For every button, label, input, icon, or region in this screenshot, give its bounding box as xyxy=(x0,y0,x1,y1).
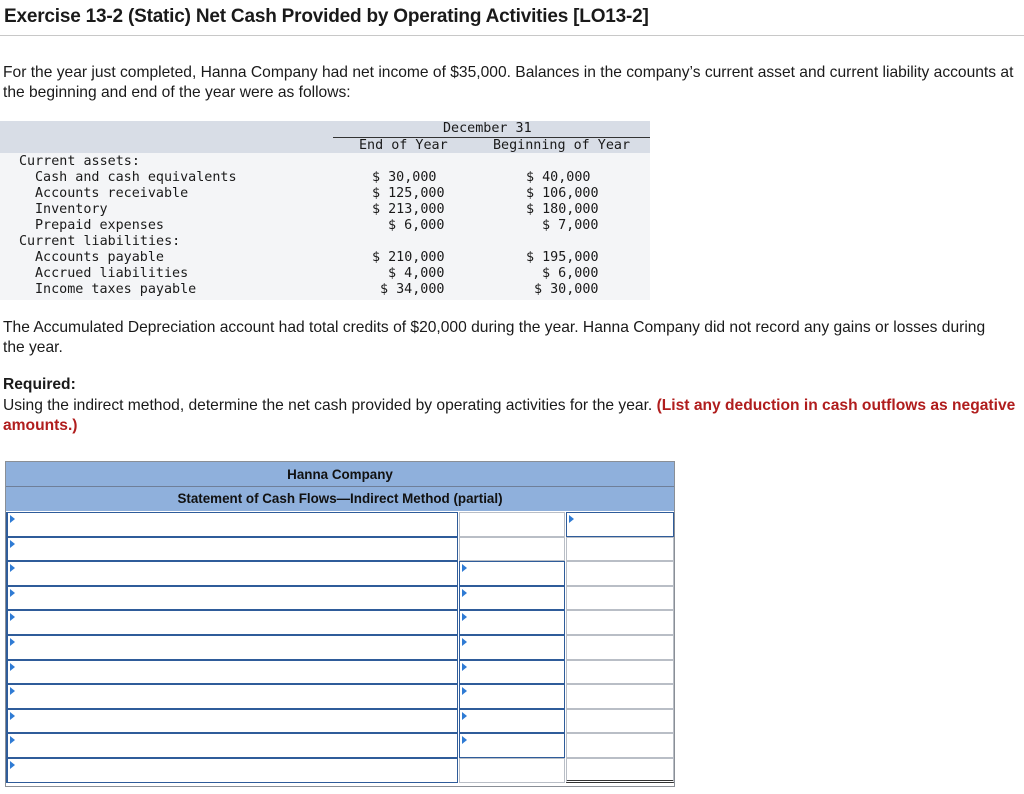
asset-begin-value: $ 40,000 xyxy=(526,170,591,185)
dropdown-marker-icon xyxy=(462,687,467,695)
title-divider xyxy=(0,35,1024,36)
liability-end-value: $ 34,000 xyxy=(380,282,445,297)
asset-label: Cash and cash equivalents xyxy=(35,170,237,185)
answer-row xyxy=(6,635,674,660)
statement-header-divider xyxy=(6,486,674,487)
amount-input[interactable] xyxy=(459,733,565,758)
row-label-dropdown[interactable] xyxy=(6,635,458,660)
intro-paragraph: For the year just completed, Hanna Company had net income of $35,000. Balances in the company’s current asset and current liability accounts at the beginning and end of the year were as follows: xyxy=(3,64,1014,101)
dropdown-marker-icon xyxy=(10,663,15,671)
statement-header xyxy=(6,462,674,511)
amount-input[interactable] xyxy=(459,537,565,562)
current-assets-label: Current assets: xyxy=(19,154,140,169)
row-label-dropdown[interactable] xyxy=(6,684,458,709)
answer-row xyxy=(6,586,674,611)
amount-input[interactable] xyxy=(459,610,565,635)
total-input[interactable] xyxy=(566,660,674,685)
amount-input[interactable] xyxy=(459,512,565,537)
row-label-dropdown[interactable] xyxy=(6,660,458,685)
row-label-dropdown[interactable] xyxy=(6,758,458,783)
row-label-dropdown[interactable] xyxy=(6,512,458,537)
row-label-dropdown[interactable] xyxy=(6,561,458,586)
dropdown-marker-icon xyxy=(462,564,467,572)
row-label-dropdown[interactable] xyxy=(6,610,458,635)
total-input[interactable] xyxy=(566,561,674,586)
row-label-dropdown[interactable] xyxy=(6,537,458,562)
amount-input[interactable] xyxy=(459,660,565,685)
depreciation-note: The Accumulated Depreciation account had total credits of $20,000 during the year. Hanna Company did not record any gains or losses during the year. xyxy=(3,319,986,356)
asset-end-value: $ 125,000 xyxy=(372,186,445,201)
dropdown-marker-icon xyxy=(462,638,467,646)
answer-row xyxy=(6,709,674,734)
required-emphasis: (List any deduction in cash outflows as negative amounts.) xyxy=(3,397,1016,434)
liability-begin-value: $ 30,000 xyxy=(534,282,599,297)
exercise-title: Exercise 13-2 (Static) Net Cash Provided by Operating Activities [LO13-2] xyxy=(4,6,649,27)
total-input[interactable] xyxy=(566,709,674,734)
liability-end-value: $ 4,000 xyxy=(388,266,445,281)
row-label-dropdown[interactable] xyxy=(6,733,458,758)
total-input[interactable] xyxy=(566,635,674,660)
total-input[interactable] xyxy=(566,512,674,537)
required-instructions xyxy=(3,396,1021,436)
liability-begin-value: $ 6,000 xyxy=(542,266,599,281)
answer-row xyxy=(6,610,674,635)
required-label: Required: xyxy=(3,376,76,393)
asset-end-value: $ 30,000 xyxy=(372,170,437,185)
asset-label: Accounts receivable xyxy=(35,186,189,201)
dropdown-marker-icon xyxy=(462,613,467,621)
net-cash-total-input[interactable] xyxy=(566,758,674,783)
amount-input[interactable] xyxy=(459,709,565,734)
liability-begin-value: $ 195,000 xyxy=(526,250,599,265)
row-label-dropdown[interactable] xyxy=(6,709,458,734)
dropdown-marker-icon xyxy=(10,564,15,572)
dropdown-marker-icon xyxy=(10,540,15,548)
asset-end-value: $ 213,000 xyxy=(372,202,445,217)
dropdown-marker-icon xyxy=(462,736,467,744)
asset-begin-value: $ 180,000 xyxy=(526,202,599,217)
current-liabilities-label: Current liabilities: xyxy=(19,234,181,249)
required-text: Using the indirect method, determine the net cash provided by operating activities for the year. xyxy=(3,397,653,414)
amount-input[interactable] xyxy=(459,758,565,783)
total-input[interactable] xyxy=(566,684,674,709)
total-input[interactable] xyxy=(566,537,674,562)
dropdown-marker-icon xyxy=(462,712,467,720)
answer-row xyxy=(6,561,674,586)
total-input[interactable] xyxy=(566,610,674,635)
amount-input[interactable] xyxy=(459,635,565,660)
liability-label: Accrued liabilities xyxy=(35,266,189,281)
dropdown-marker-icon xyxy=(10,613,15,621)
answer-row xyxy=(6,512,674,537)
dropdown-marker-icon xyxy=(10,687,15,695)
liability-label: Income taxes payable xyxy=(35,282,197,297)
answer-row xyxy=(6,684,674,709)
statement-company: Hanna Company xyxy=(287,467,393,482)
asset-end-value: $ 6,000 xyxy=(388,218,445,233)
dropdown-marker-icon xyxy=(462,663,467,671)
dropdown-marker-icon xyxy=(10,761,15,769)
dropdown-marker-icon xyxy=(10,638,15,646)
date-header: December 31 xyxy=(443,121,532,136)
answer-row xyxy=(6,733,674,758)
dropdown-marker-icon xyxy=(10,515,15,523)
dropdown-marker-icon xyxy=(10,736,15,744)
asset-label: Prepaid expenses xyxy=(35,218,164,233)
liability-label: Accounts payable xyxy=(35,250,164,265)
liability-end-value: $ 210,000 xyxy=(372,250,445,265)
dropdown-marker-icon xyxy=(10,712,15,720)
answer-row xyxy=(6,660,674,685)
total-input[interactable] xyxy=(566,733,674,758)
answer-row xyxy=(6,537,674,562)
statement-title: Statement of Cash Flows—Indirect Method (partial) xyxy=(177,491,503,506)
cash-flow-answer-grid xyxy=(5,461,675,787)
asset-label: Inventory xyxy=(35,202,108,217)
total-input[interactable] xyxy=(566,586,674,611)
dropdown-marker-icon xyxy=(10,589,15,597)
col-begin-header: Beginning of Year xyxy=(493,138,631,153)
asset-begin-value: $ 106,000 xyxy=(526,186,599,201)
row-label-dropdown[interactable] xyxy=(6,586,458,611)
dropdown-marker-icon xyxy=(569,515,574,523)
col-end-header: End of Year xyxy=(359,138,448,153)
amount-input[interactable] xyxy=(459,684,565,709)
amount-input[interactable] xyxy=(459,586,565,611)
amount-input[interactable] xyxy=(459,561,565,586)
asset-begin-value: $ 7,000 xyxy=(542,218,599,233)
dropdown-marker-icon xyxy=(462,589,467,597)
answer-row xyxy=(6,758,674,783)
